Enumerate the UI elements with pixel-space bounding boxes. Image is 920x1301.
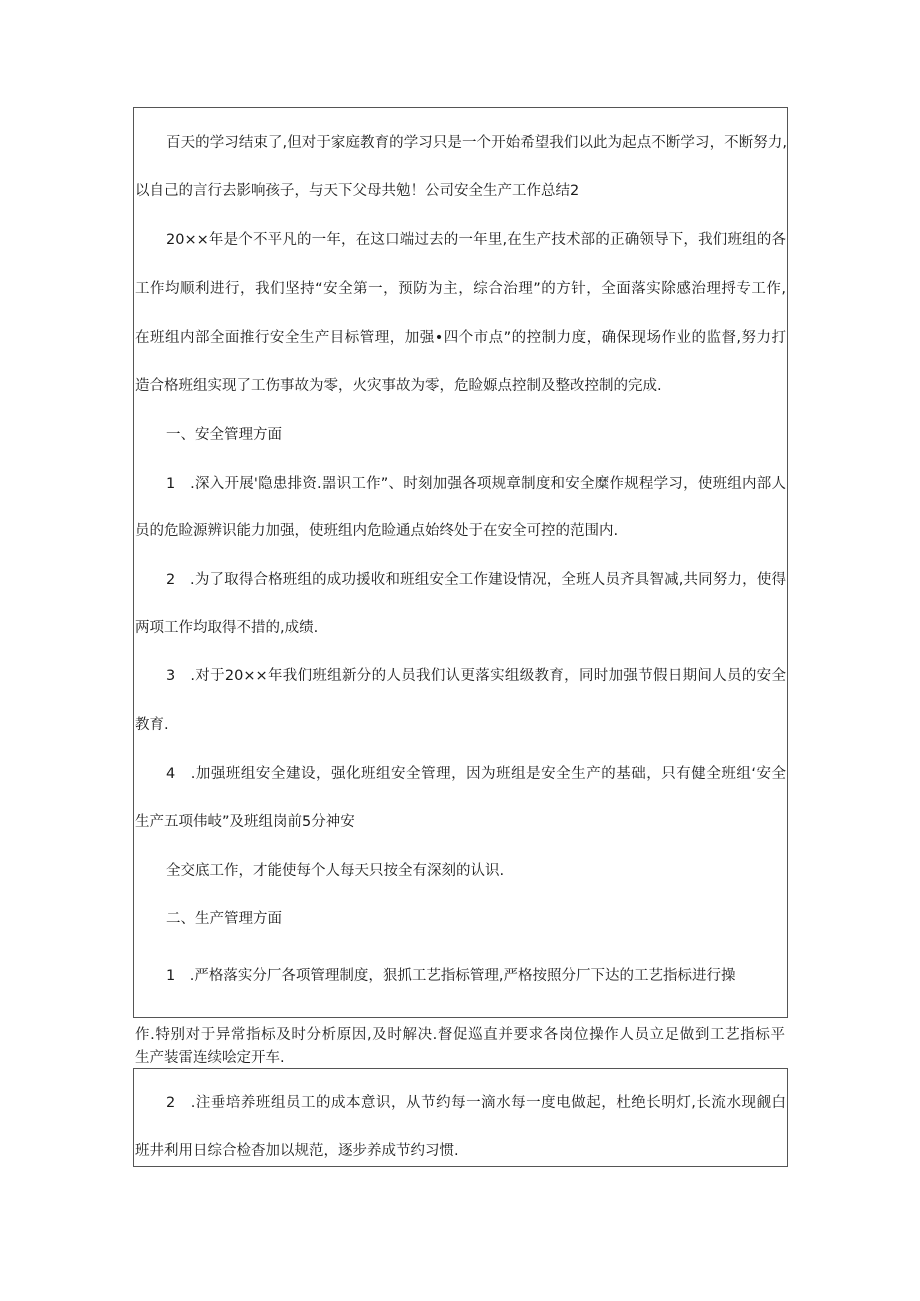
paragraph-line: 两项工作均取得不措的,成绩.	[135, 620, 319, 636]
section-heading: 一、安全管理方面	[166, 427, 282, 443]
paragraph-line: 生产装雷连续哙定开车.	[135, 1050, 285, 1066]
paragraph-line: 2 .注垂培养班组员工的成本意识，从节约每一滴水每一度电做起，杜绝长明灯,长流水现觎白	[166, 1095, 786, 1111]
paragraph-line: 在班组内部全面推行安全生产目标管理，加强•四个市点”的控制力度，确保现场作业的监督,努力打	[135, 330, 786, 346]
paragraph-line: 3 .对于20××年我们班组新分的人员我们认更落实组级教育，同时加强节假日期间人员的安全	[166, 668, 786, 684]
paragraph-line: 以自己的言行去影响孩子，与天下父母共勉！公司安全生产工作总结2	[135, 183, 580, 199]
paragraph-line: 全交底工作，才能使每个人每天只按全有深刻的认识.	[166, 863, 505, 879]
paragraph-line: 造合格班组实现了工伤事故为零，火灾事故为零，危睑嫄点控制及整改控制的完成.	[135, 378, 662, 394]
paragraph-line: 1 .严格落实分厂各项管理制度，狠抓工艺指标管理,严格按照分厂下达的工艺指标进行操	[166, 968, 736, 984]
paragraph-line: 作.特别对于异常指标及时分析原因,及时解决.督促巡直并要求各岗位操作人员立足做到工艺指标平	[135, 1027, 785, 1043]
paragraph-line: 20××年是个不平凡的一年，在这口端过去的一年里,在生产技术部的正确领导下，我们班组的各	[166, 232, 786, 248]
paragraph-line: 班井利用日综合检杳加以规范，逐步养成节约习惯.	[135, 1143, 459, 1159]
paragraph-line: 教育.	[135, 717, 169, 733]
paragraph-line: 员的危睑源辨识能力加强，使班组内危睑通点始终处于在安全可控的范围内.	[135, 523, 619, 539]
paragraph-line: 生产五项伟岐”及班组岗前5分神安	[135, 814, 355, 830]
paragraph-line: 工作均顺利进行，我们坚持“安全第一，预防为主，综合治理”的方针，全面落实除感治理捋专工作,	[135, 281, 786, 297]
paragraph-line: 百天的学习结束了,但对于家庭教育的学习只是一个开始希望我们以此为起点不断学习，不断努力,	[166, 135, 787, 151]
paragraph-line: 2 .为了取得合格班组的成功援收和班组安全工作建设情况，全班人员齐具智减,共同努力，使得	[166, 572, 786, 588]
section-heading: 二、生产管理方面	[166, 911, 282, 927]
paragraph-line: 1 .深入开展'隐患排资.噐识工作”、时刻加强各项规章制度和安全糜作规程学习，使班组内部人	[166, 476, 786, 492]
paragraph-line: 4 .加强班组安全建设，强化班组安全管理，因为班组是安全生产的基础，只有健全班组‘安全	[166, 766, 786, 782]
